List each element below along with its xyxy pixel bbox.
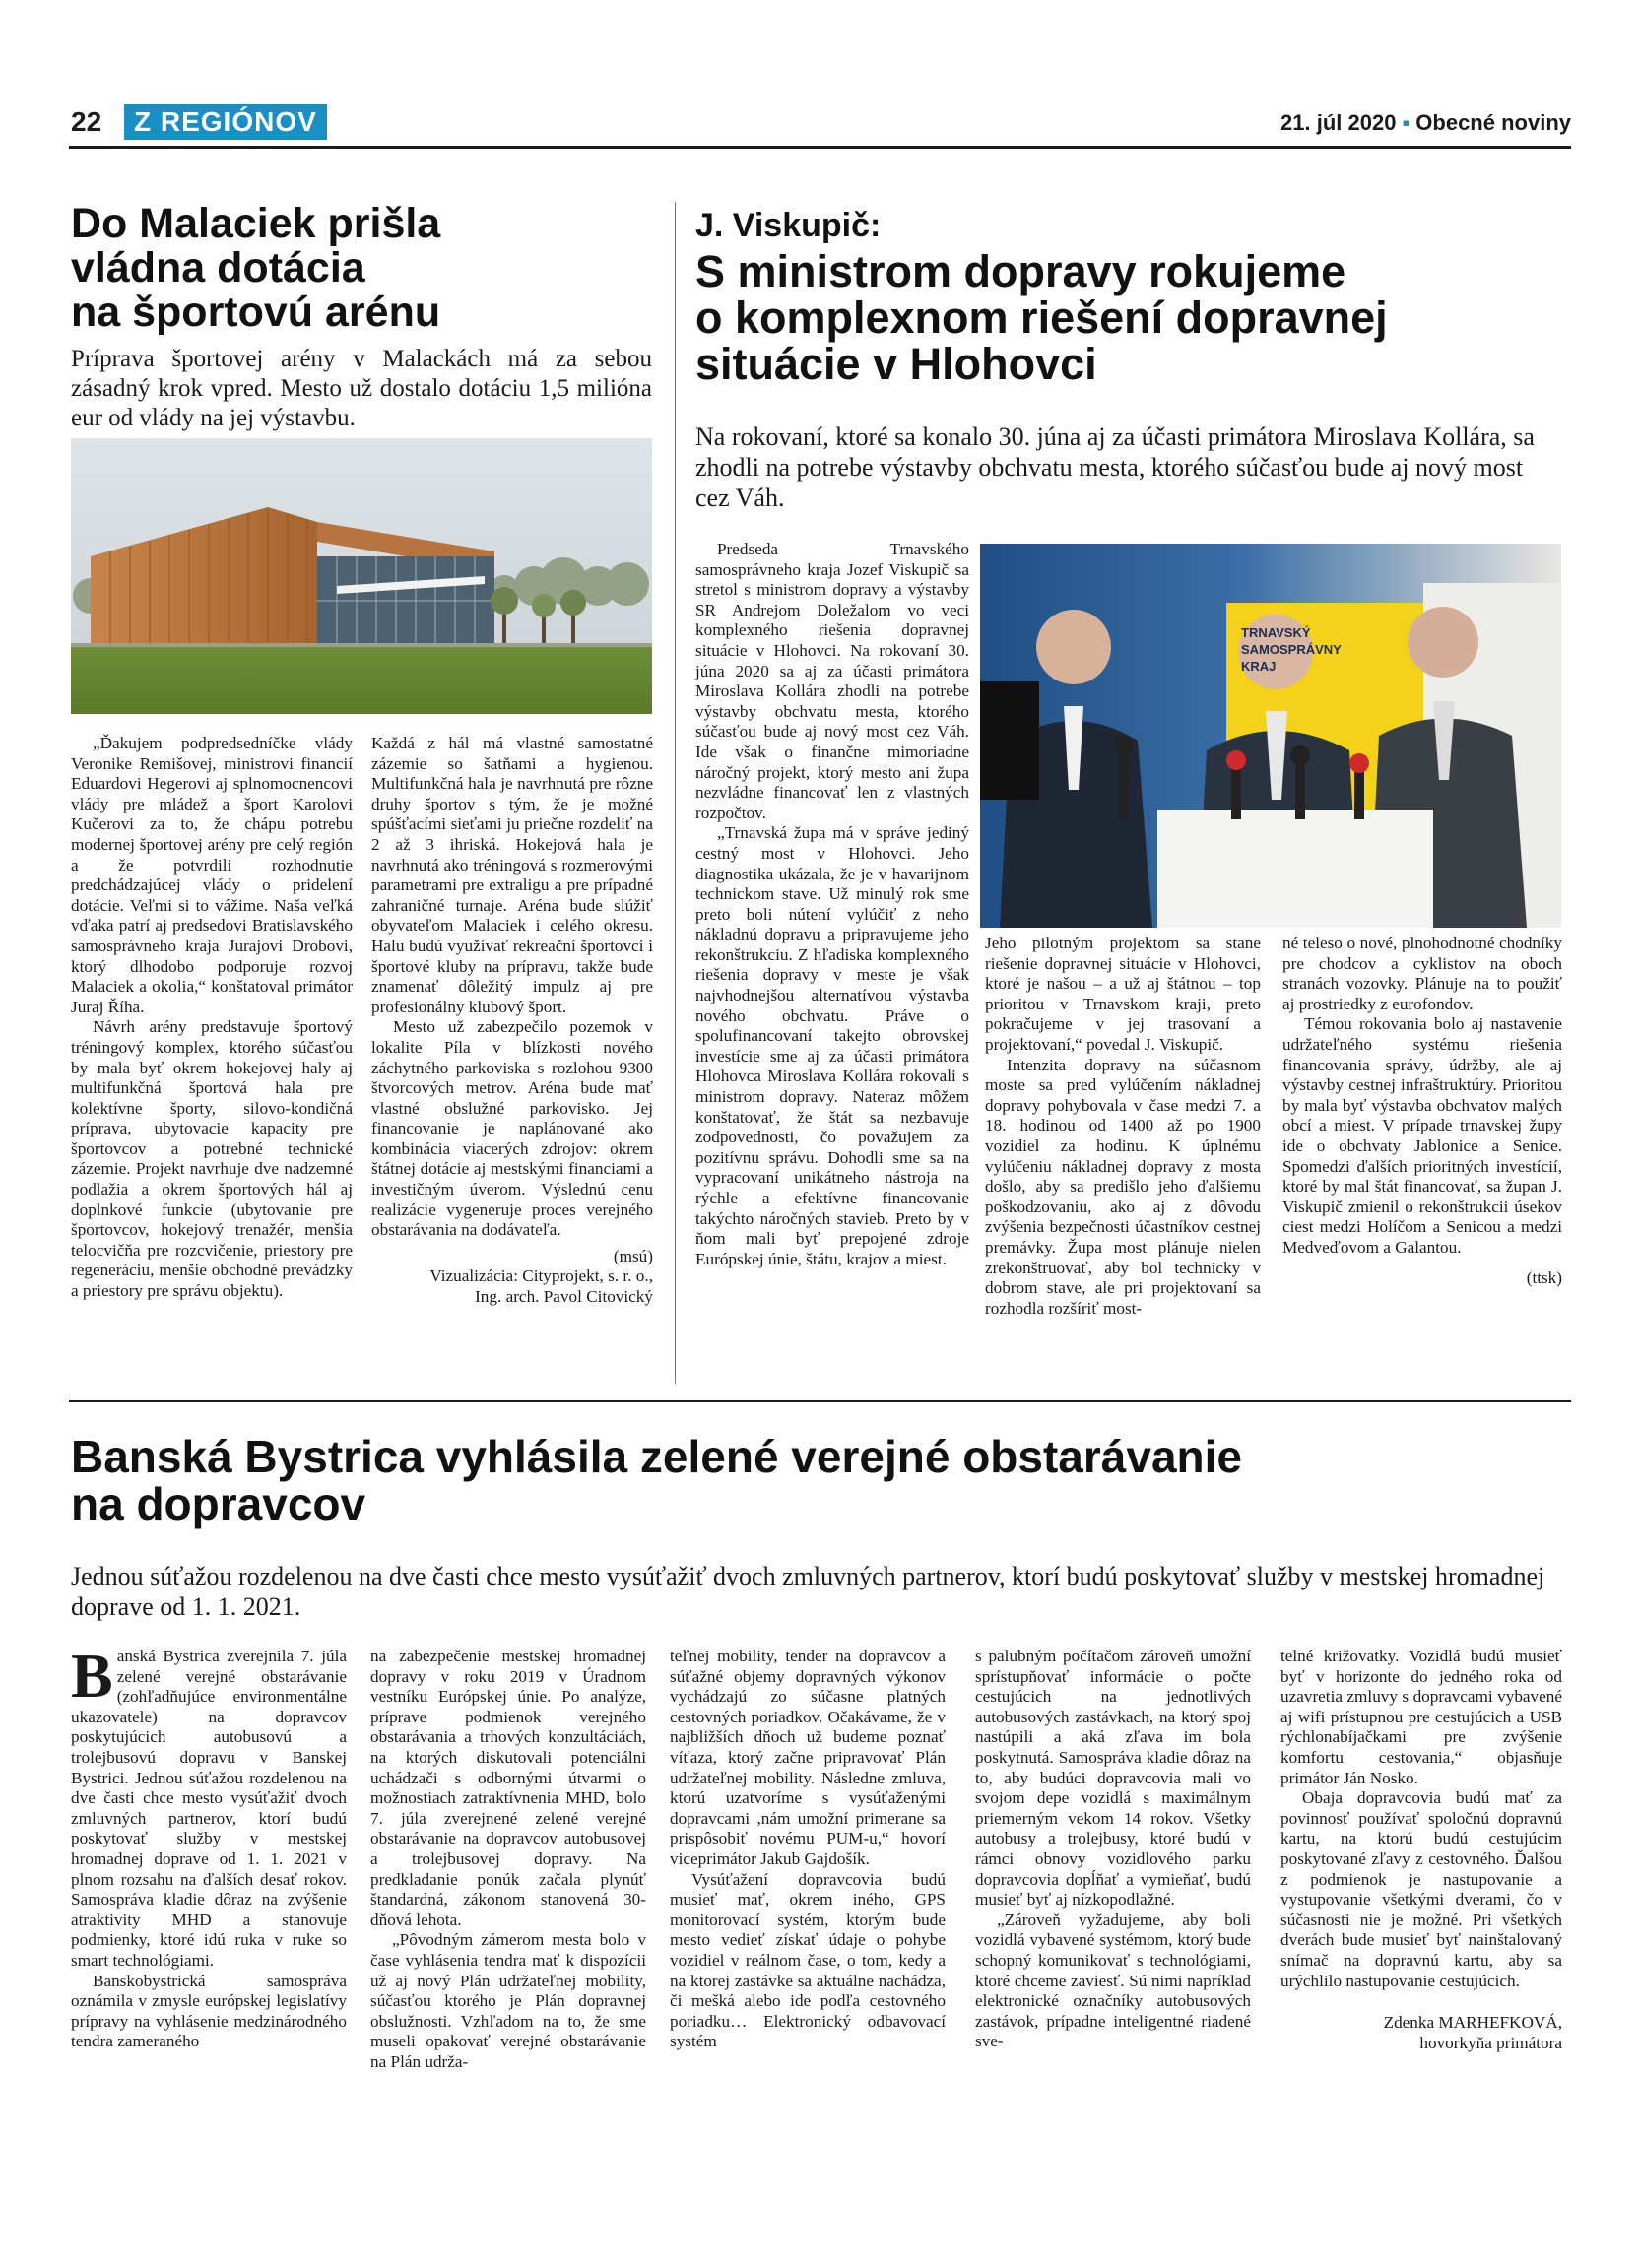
headline-line: na športovú arénu bbox=[71, 289, 441, 336]
headline-line: S ministrom dopravy rokujeme bbox=[695, 246, 1346, 296]
article3-col5 bbox=[1280, 1647, 1562, 2053]
headline-line: Do Malaciek prišla bbox=[71, 200, 441, 247]
paragraph: Mesto už zabezpečilo pozemok v lokalite Píla v blízkosti nového záchytného parkoviska s rozlohou 9300 štvorcových metrov. Aréna bude mať vlastné obslužné parkovisko. Jej financovanie je naplánované ako kombinácia viacerých zdrojov: okrem štátnej dotácie aj mestskými financiami a investičným úverom. Výslednú cenu realizácie vygeneruje proces verejného obstarávania na dodávateľa. bbox=[371, 1017, 653, 1240]
issue-info bbox=[1280, 110, 1571, 136]
section-tag: Z REGIÓNOV bbox=[124, 104, 327, 140]
headline-line: situácie v Hlohovci bbox=[695, 339, 1097, 389]
article1-lead: Príprava športovej arény v Malackách má za sebou zásadný krok vpred. Mesto už dostalo dotáciu 1,5 milióna eur od vlády na jej výstavbu. bbox=[71, 346, 652, 431]
issue-date: 21. júl 2020 bbox=[1280, 110, 1397, 135]
article2-col2 bbox=[985, 934, 1261, 1319]
author-role: hovorkyňa primátora bbox=[1419, 2033, 1562, 2052]
article2-col1 bbox=[695, 540, 969, 1269]
section-divider bbox=[69, 1400, 1571, 1402]
paragraph: teľnej mobility, tender na dopravcov a súťažné objemy dopravných výkonov vychádzajú zo súčasne platných cestovných poriadkov. Očakávame, že v najbližších dňoch už budeme poznať víťaza, ktorý začne pripravovať Plán udržateľnej mobility. Následne zmluva, ktorú uzatvoríme s vysúťaženými dopravcami ,nám umožní primerane sa prispôsobiť novému PUM-u,“ hovorí viceprimátor Jakub Gajdošík. bbox=[670, 1647, 946, 1868]
press-photo-image bbox=[980, 544, 1561, 928]
arena-render-image bbox=[71, 438, 652, 714]
article1-col2 bbox=[371, 734, 653, 1308]
paragraph-text: anská Bystrica zverejnila 7. júla zelené verejné obstarávanie (zohľadňujúce environmentálne ukazovatele) na dopravcov poskytujúcich autobusovú a trolejbusovú dopravu v Banskej Bystrici. Jednou súťažou rozdelenou na dve časti chce mesto vysúťažiť dvoch zmluvných partnerov, ktorí budú poskytovať služby v mestskej hromadnej doprave od 1. 1. 2021 v plnom rozsahu na ďalších desať rokov. Samospráva kladie dôraz na zvýšenie atraktivity MHD a stanovuje podmienky, ktoré idú ruka v ruke so smart technológiami. bbox=[71, 1647, 347, 1970]
paragraph: Banskobystrická samospráva oznámila v zmysle európskej legislatívy prípravy na vyhlásenie medzinárodného tendra zameraného bbox=[71, 1971, 347, 2051]
paragraph: „Ďakujem podpredsedníčke vlády Veronike Remišovej, ministrovi financií Eduardovi Hegerovi aj splnomocnencovi vlády pre mládež a šport Karolovi Kučerovi za to, že chápu potrebu modernej športovej arény pre celý región a že potvrdili rozhodnutie predchádzajúcej vlády o pridelení dotácie. Veľmi si to vážime. Naša veľká vďaka patrí aj predsedovi Bratislavského samosprávneho kraja Jurajovi Drobovi, ktorý dlhodobo podporuje rozvoj Malaciek a okolia,“ konštatoval primátor Juraj Říha. bbox=[71, 734, 353, 1016]
paragraph: „Trnavská župa má v správe jediný cestný most v Hlohovci. Jeho diagnostika ukázala, že je v havarijnom technickom stave. Už minulý rok sme preto boli nútení vylúčiť z neho nákladnú dopravu a pripravujeme jeho rekonštrukciu. Z hľadiska komplexného riešenia dopravy v meste je však najvhodnejšou alternatívou výstavba nového obchvatu. Práve o spolufinancovaní takejto obrovskej investície sme aj za účasti primátora Hlohovca Miroslava Kollára rokovali s ministrom dopravy. Nateraz môžem konštatovať, že štát sa nezbavuje zodpovednosti, čo považujem za pozitívnu správu. Dohodli sme sa na vypracovaní unikátneho nástroja na rýchle a efektívne financovanie takýchto náročných stavieb. Preto by v ňom mali byť prepojené zdroje Európskej únie, štátu, krajov a miest. bbox=[695, 823, 969, 1268]
paragraph: telné križovatky. Vozidlá budú musieť byť v horizonte do jedného roka od uzavretia zmluvy s dopravcami vybavené aj wifi prístupnou pre cestujúcich a USB rýchlonabíjačkami pre zvýšenie komfortu cestovania,“ objasňuje primátor Ján Nosko. bbox=[1280, 1647, 1562, 1787]
article3-col3 bbox=[670, 1647, 946, 2052]
paragraph: Predseda Trnavského samosprávneho kraja Jozef Viskupič sa stretol s ministrom dopravy a výstavby SR Andrejom Doležalom vo veci komplexného riešenia dopravnej situácie v Hlohovci. Na rokovaní 30. júna 2020 sa aj za účasti primátora Miroslava Kollára zhodli na potrebe výstavby obchvatu mesta, ktorého súčasťou bude aj nový most cez Váh. Ide však o finančne mimoriadne náročný projekt, ktorý mesto ani župa nezvládne financovať len z vlastných rozpočtov. bbox=[695, 540, 969, 822]
paragraph: né teleso o nové, plnohodnotné chodníky pre chodcov a cyklistov na oboch stranách vozovky. Plánuje na to použiť aj prostriedky z eurofondov. bbox=[1282, 934, 1562, 1013]
paragraph: Návrh arény predstavuje športový tréningový komplex, ktorého súčasťou by mala byť okrem hokejovej haly aj multifunkčná športová hala pre kolektívne športy, silovo-kondičná príprava, ubytovacie kapacity pre športovcov a potrebné technické zázemie. Projekt navrhuje dve nadzemné podlažia a okrem športových hál aj doplnkové funkcie (ubytovanie pre športovcov, hokejový trenažér, menšia telocvičňa pre rozcvičenie, priestory pre regeneráciu, menšie obchodné prevádzky a priestory pre správu objektu). bbox=[71, 1017, 353, 1301]
headline-line: vládna dotácia bbox=[71, 244, 365, 292]
article3-col4 bbox=[975, 1647, 1251, 2052]
paragraph: Témou rokovania bolo aj nastavenie udržateľného systému riešenia financovania správy, údržby, ale aj výstavby cestnej infraštruktúry. Prioritou by mala byť výstavba obchvatov malých obcí a miest. V prípade trnavskej župy ide o obchvaty Jablonice a Senice. Spomedzi ďalších prioritných investícií, ktoré by mal štát financovať, sa župan J. Viskupič zmienil o rekonštrukcii úsekov ciest medzi Holíčom a Senicou a medzi Medveďovom a Galantou. bbox=[1282, 1014, 1562, 1257]
drop-cap: B bbox=[71, 1641, 113, 1711]
press-conference-photo bbox=[980, 544, 1561, 928]
paragraph: „Pôvodným zámerom mesta bolo v čase vyhlásenia tendra mať k dispozícii už aj nový Plán udržateľnej mobility, súčasťou ktorého je Plán dopravnej obslužnosti. Vzhľadom na to, že sme museli opakovať verejné obstarávanie na Plán udrža- bbox=[370, 1930, 646, 2071]
article3-col2 bbox=[370, 1647, 646, 2072]
article1-headline bbox=[71, 202, 662, 335]
column-divider bbox=[675, 202, 676, 1384]
paragraph: Intenzita dopravy na súčasnom moste sa pred vylúčením nákladnej dopravy pohybovala v čase medzi 7. a 18. hodinou od 1400 až po 1900 vozidiel za hodinu. K úplnému vylúčeniu nákladnej dopravy z mosta došlo, aby sa predišlo jeho ďalšiemu poškodzovaniu, ako aj z dôvodu zvýšenia bezpečnosti účastníkov cestnej premávky. Župa most plánuje nielen zrekonštruovať, aby bol technicky v dobrom stave, ale pri projektovaní sa rozhodla rozšíriť most- bbox=[985, 1055, 1261, 1318]
photo-sign-text: TRNAVSKÝ bbox=[1241, 625, 1311, 640]
headline-line: Banská Bystrica vyhlásila zelené verejné obstarávanie bbox=[71, 1431, 1242, 1482]
headline-line: na dopravcov bbox=[71, 1478, 366, 1529]
article1-col1 bbox=[71, 734, 353, 1302]
paragraph: s palubným počítačom zároveň umožní sprístupňovať informácie o počte cestujúcich na jednotlivých autobusových zastávkach, na ktorý spoj nastúpili a aká zľava im bola poskytnutá. Samospráva kladie dôraz na to, aby budúci dopravcovia mali vo svojom depe vozidlá s maximálnym priemerným vekom 14 rokov. Všetky autobusy a trolejbusy, ktoré budú v rámci obnovy vozidlového parku dopravcovia dopĺňať a vymieňať, budú musieť byť aj nízkopodlažné. bbox=[975, 1647, 1251, 1910]
headline-line: o komplexnom riešení dopravnej bbox=[695, 292, 1388, 343]
arena-visualization bbox=[71, 438, 652, 714]
article3-col1 bbox=[71, 1641, 347, 2052]
article-signature: (msú) bbox=[613, 1246, 653, 1265]
article2-headline bbox=[695, 248, 1582, 387]
page-number: 22 bbox=[71, 106, 102, 137]
photo-sign-text: SAMOSPRÁVNY bbox=[1241, 642, 1342, 657]
publication-name: Obecné noviny bbox=[1415, 110, 1571, 135]
article3-headline bbox=[71, 1433, 1568, 1527]
photo-credit: Ing. arch. Pavol Citovický bbox=[475, 1287, 653, 1307]
paragraph: Jeho pilotným projektom sa stane riešenie dopravnej situácie v Hlohovci, ktoré je našou – a už aj štátnou – top prioritou v Trnavskom kraji, preto pokračujeme v jej trasovaní a projektovaní,“ povedal J. Viskupič. bbox=[985, 934, 1261, 1054]
article2-kicker: J. Viskupič: bbox=[695, 207, 882, 244]
header-rule bbox=[69, 146, 1571, 149]
paragraph: Každá z hál má vlastné samostatné zázemie so šatňami a hygienou. Multifunkčná hala je navrhnutá pre rôzne druhy športov s tým, že je možné spúšťacími sieťami ju priečne rozdeliť na 2 až 3 ihriská. Hokejová hala je navrhnutá ako tréningová s rozmerovými parametrami pre extraligu a pre prípadné zahraničné turnaje. Aréna bude slúžiť obyvateľom Malaciek i celého okresu. Halu budú využívať rekreační športovci i športové kluby na prípravu, takže bude znamenať dôležitý impulz aj pre profesionálny klubový šport. bbox=[371, 734, 653, 1016]
paragraph bbox=[71, 1641, 347, 1972]
article2-lead: Na rokovaní, ktoré sa konalo 30. júna aj za účasti primátora Miroslava Kollára, sa zhodli na potrebe výstavby obchvatu mesta, ktorého súčasťou bude aj nový most cez Váh. bbox=[695, 422, 1535, 512]
photo-sign-text: KRAJ bbox=[1241, 659, 1277, 674]
article2-col3 bbox=[1282, 934, 1562, 1288]
paragraph: Vysúťažení dopravcovia budú musieť mať, okrem iného, GPS monitorovací systém, ktorým bude mesto vedieť získať údaje o pohybe vozidiel v reálnom čase, o tom, kedy a na ktorej zastávke sa aktuálne nachádza, či mešká alebo ide podľa cestovného poriadku… Elektronický odbavovací systém bbox=[670, 1869, 946, 2051]
paragraph: na zabezpečenie mestskej hromadnej dopravy v roku 2019 v Úradnom vestníku Európskej únie. Po analýze, príprave podmienok verejného obstarávania a trhových konzultáciách, na ktorých diskutovali potenciálni uchádzači s odbornými útvarmi o možnostiach zatraktívnenia MHD, bolo 7. júla zverejnené zelené verejné obstarávanie na dopravcov autobusovej a trolejbusovej dopravy. Na predkladanie ponúk začala plynúť štandardná, zákonom stanovená 30-dňová lehota. bbox=[370, 1647, 646, 1929]
paragraph: „Zároveň vyžadujeme, aby boli vozidlá vybavené systémom, ktorý bude schopný komunikovať s technológiami, ktoré chceme zaviesť. Sú nimi napríklad elektronické označníky autobusových zastávok, prípadne inteligentné riadené sve- bbox=[975, 1910, 1251, 2051]
author-name: Zdenka MARHEFKOVÁ, bbox=[1383, 2013, 1562, 2033]
photo-credit: Vizualizácia: Cityprojekt, s. r. o., bbox=[429, 1266, 653, 1286]
article3-lead: Jednou súťažou rozdelenou na dve časti chce mesto vysúťažiť dvoch zmluvných partnerov, ktorí budú poskytovať služby v mestskej hromadnej doprave od 1. 1. 2021. bbox=[71, 1562, 1545, 1621]
paragraph: Obaja dopravcovia budú mať za povinnosť používať spoločnú dopravnú kartu, na ktorú budú cestujúcim poskytované zľavy z cestovného. Ďalšou z podmienok je nastupovanie a vystupovanie všetkými dverami, čo v súčasnosti nie je možné. Pri všetkých dverách bude musieť byť nainštalovaný snímač na dopravnú kartu, aby sa urýchlilo nastupovanie cestujúcich. bbox=[1280, 1788, 1562, 1990]
separator-dot-icon: ▪ bbox=[1402, 110, 1410, 135]
article-signature: (ttsk) bbox=[1526, 1267, 1562, 1287]
